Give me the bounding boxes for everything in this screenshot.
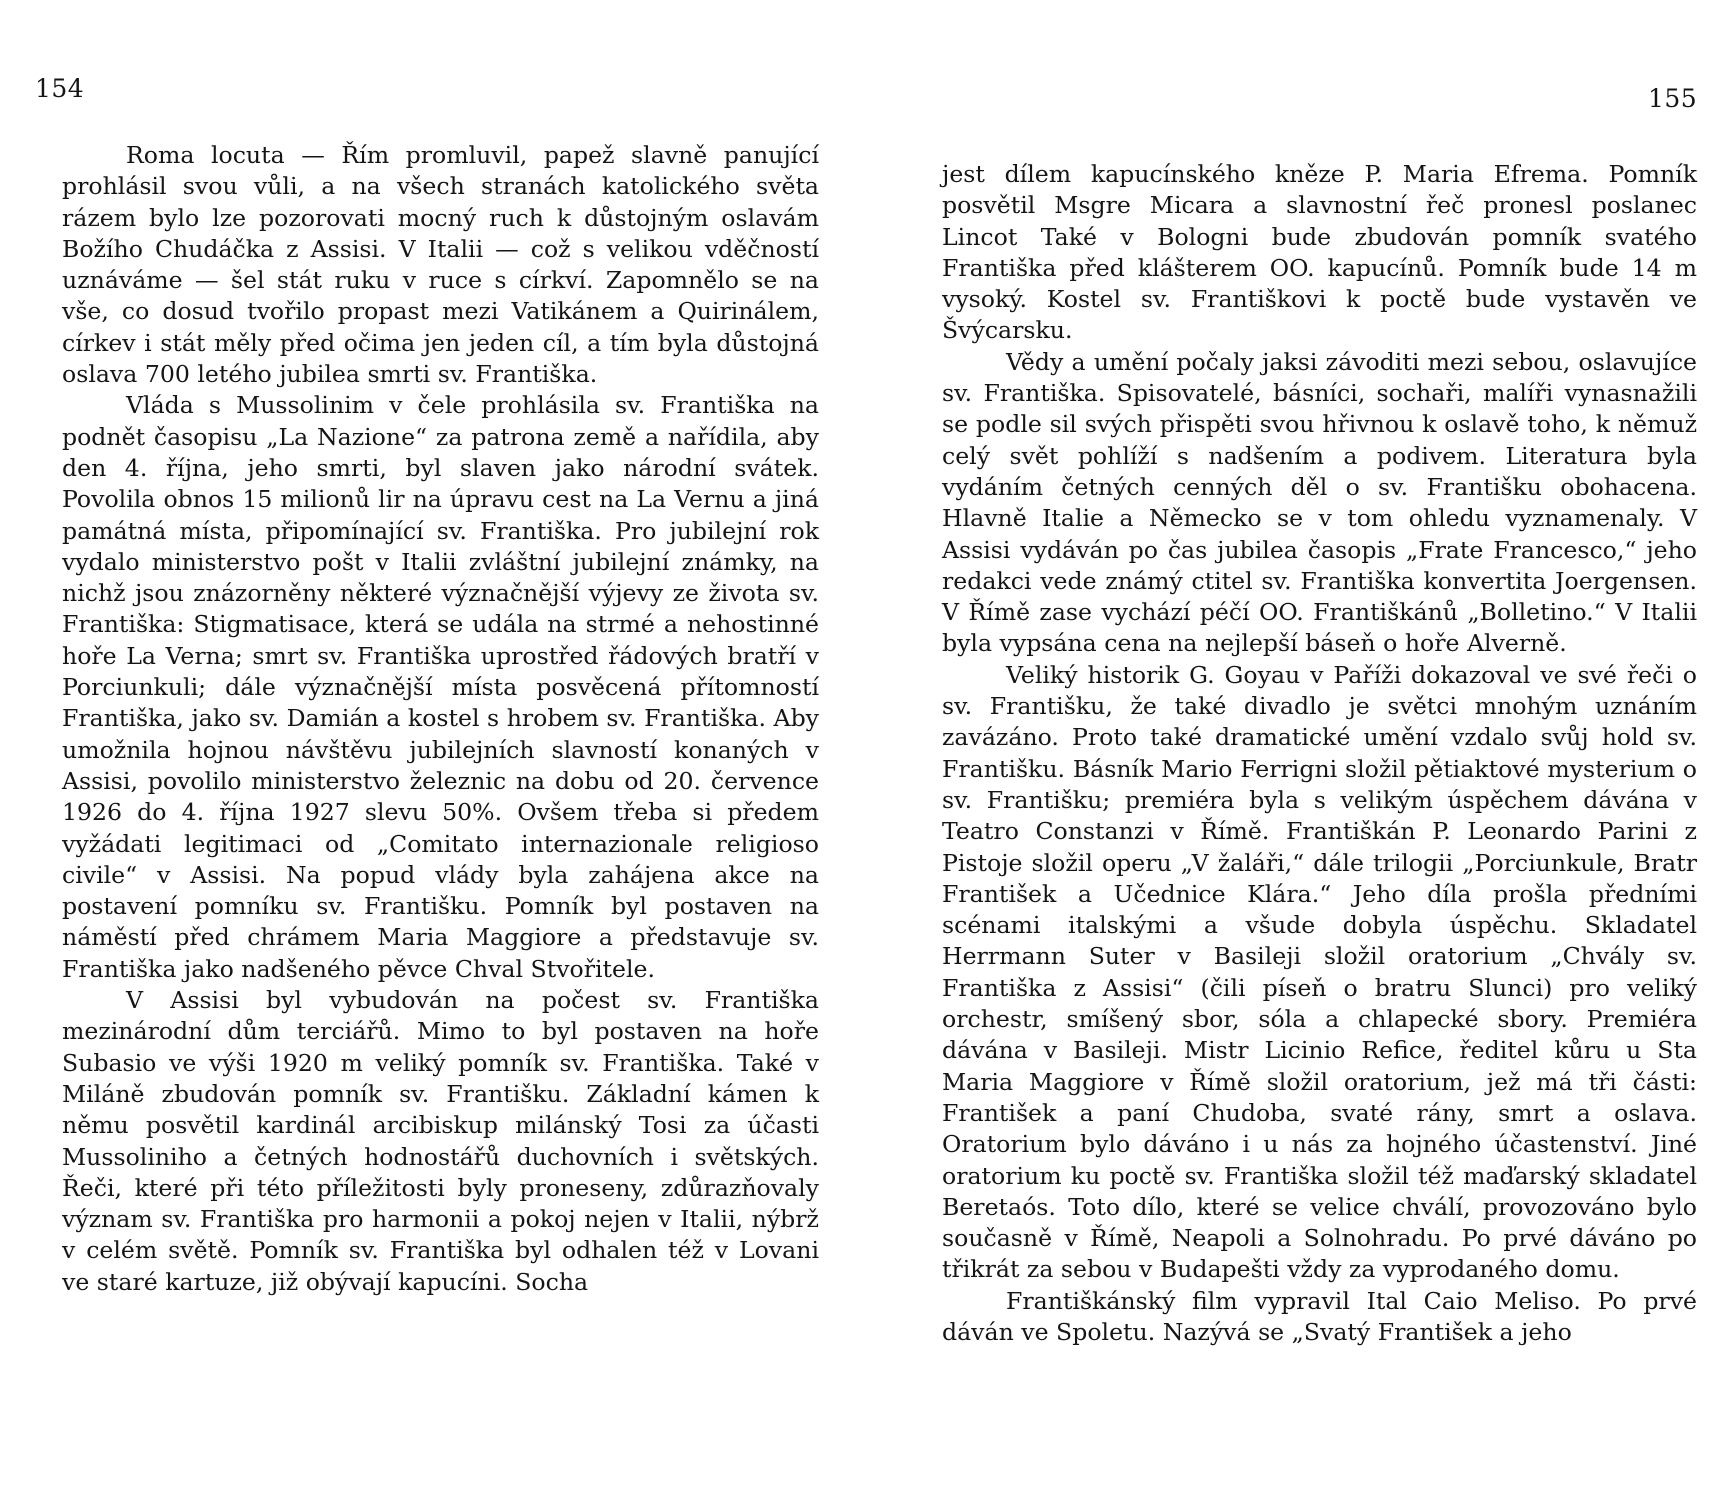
paragraph: Veliký historik G. Goyau v Paříži dokazoval ve své řeči o sv. Františku, že také divadlo je světci mnohým uznáním zavázáno. Proto také dramatické umění vzdalo svůj hold sv. Františku. Básník Mario Ferrigni složil pětiaktové mysterium o sv. Františku; premiéra byla s velikým úspěchem dávána v Teatro Constanzi v Římě. Františkán P. Leonardo Parini z Pistoje složil operu „V žaláři,“ dále trilogii „Porciunkule, Bratr František a Učednice Klára.“ Jeho díla prošla předními scénami italskými a všude dobyla úspěchu. Skladatel Herrmann Suter v Basileji složil oratorium „Chvály sv. Františka z Assisi“ (čili píseň o bratru Slunci) pro veliký orchestr, smíšený sbor, sóla a chlapecké sbory. Premiéra dávána v Basileji. Mistr Licinio Refice, ředitel kůru u Sta Maria Maggiore v Římě složil oratorium, jež má tři části: František a paní Chudoba, svaté rány, smrt a oslava. Oratorium bylo dáváno i u nás za hojného účastenství. Jiné oratorium ku poctě sv. Františka složil též maďarský skladatel Beretaós. Toto dílo, které se velice chválí, provozováno bylo současně v Římě, Neapoli a Solnohradu. Po prvé dáváno po třikrát za sebou v Budapešti vždy za vyprodaného domu. [942, 660, 1697, 1284]
paragraph: Vědy a umění počaly jaksi závoditi mezi sebou, oslavujíce sv. Františka. Spisovatelé, básníci, sochaři, malíři vynasnažili se podle sil svých přispěti svou hřivnou k oslavě toho, k němuž celý svět pohlíží s nadšením a podivem. Literatura byla vydáním četných cenných děl o sv. Františku obohacena. Hlavně Italie a Německo se v tom ohledu vyznamenaly. V Assisi vydáván po čas jubilea časopis „Frate Francesco,“ jeho redakci vede známý ctitel sv. Františka konvertita Joergensen. V Římě zase vychází péčí OO. Františkánů „Bolletino.“ V Italii byla vypsána cena na nejlepší báseň o hoře Alverně. [942, 347, 1697, 658]
paragraph: jest dílem kapucínského kněze P. Maria Efrema. Pomník posvětil Msgre Micara a slavnostní řeč pronesl poslanec Lincot Také v Bologni bude zbudován pomník svatého Františka před klášterem OO. kapucínů. Pomník bude 14 m vysoký. Kostel sv. Františkovi k poctě bude vystavěn ve Švýcarsku. [942, 160, 1697, 345]
paragraph: Vláda s Mussolinim v čele prohlásila sv. Františka na podnět časopisu „La Nazione“ za patrona země a nařídila, aby den 4. října, jeho smrti, byl slaven jako národní svátek. Povolila obnos 15 milionů lir na úpravu cest na La Vernu a jiná památná místa, připomínající sv. Františka. Pro jubilejní rok vydalo ministerstvo pošt v Italii zvláštní jubilejní známky, na nichž jsou znázorněny některé význačnější výjevy ze života sv. Františka: Stigmatisace, která se udála na strmé a nehostinné hoře La Verna; smrt sv. Františka uprostřed řádových bratří v Porciunkuli; dále význačnější místa posvěcená přítomností Františka, jako sv. Damián a kostel s hrobem sv. Františka. Aby umožnila hojnou návštěvu jubilejních slavností konaných v Assisi, povolilo ministerstvo železnic na dobu od 20. července 1926 do 4. října 1927 slevu 50%. Ovšem třeba si předem vyžádati legitimaci od „Comitato internazionale religioso civile“ v Assisi. Na popud vlády byla zahájena akce na postavení pomníku sv. Františku. Pomník byl postaven na náměstí před chrámem Maria Maggiore a představuje sv. Františka jako nadšeného pěvce Chval Stvořitele. [62, 391, 819, 983]
page-number-right: 155 [1648, 84, 1698, 113]
paragraph: Roma locuta — Řím promluvil, papež slavně panující prohlásil svou vůli, a na všech stranách katolického světa rázem bylo lze pozorovati mocný ruch k důstojným oslavám Božího Chudáčka z Assisi. V Italii — což s velikou vděčností uznáváme — šel stát ruku v ruce s církví. Zapomnělo se na vše, co dosud tvořilo propast mezi Vatikánem a Quirinálem, církev i stát měly před očima jen jeden cíl, a tím byla důstojná oslava 700 letého jubilea smrti sv. Františka. [62, 141, 819, 389]
page-number-left: 154 [35, 74, 85, 103]
left-page-text [62, 140, 819, 1298]
paragraph: V Assisi byl vybudován na počest sv. Františka mezinárodní dům terciářů. Mimo to byl postaven na hoře Subasio ve výši 1920 m veliký pomník sv. Františka. Také v Miláně zbudován pomník sv. Františku. Základní kámen k němu posvětil kardinál arcibiskup milánský Tosi za účasti Mussoliniho a četných hodnostářů duchovních i světských. Řeči, které při této příležitosti byly proneseny, zdůrazňovaly význam sv. Františka pro harmonii a pokoj nejen v Italii, nýbrž v celém světě. Pomník sv. Františka byl odhalen též v Lovani ve staré kartuze, již obývají kapucíni. Socha [62, 986, 819, 1296]
paragraph: Františkánský film vypravil Ital Caio Meliso. Po prvé dáván ve Spoletu. Nazývá se „Svatý František a jeho [942, 1286, 1697, 1346]
right-page-text [942, 159, 1697, 1348]
